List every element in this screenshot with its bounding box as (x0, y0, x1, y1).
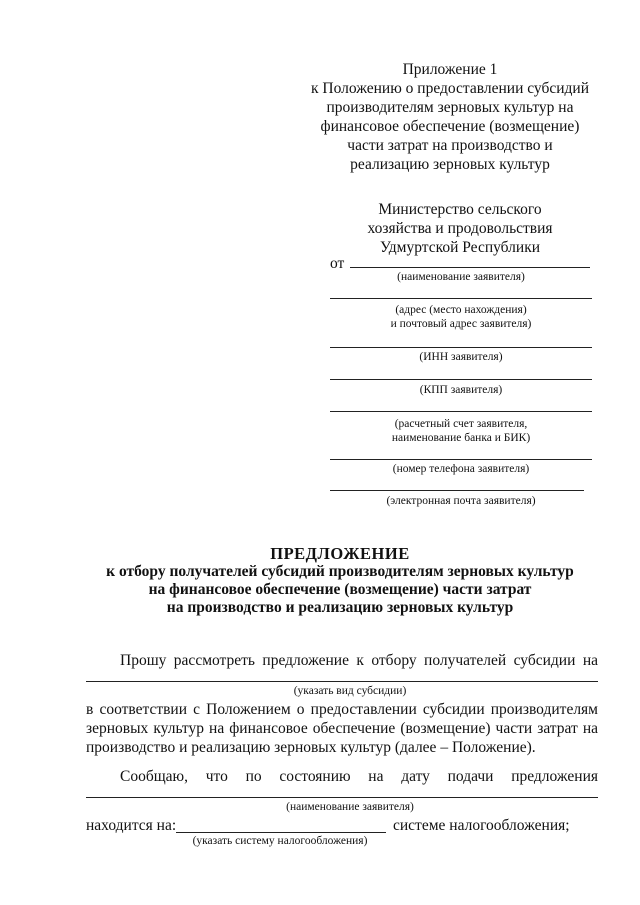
title-line: на финансовое обеспечение (возмещение) части затрат (148, 581, 532, 598)
phone-caption: (номер телефона заявителя) (392, 463, 530, 475)
document-title (60, 545, 620, 617)
address-caption-1: (адрес (место нахождения) (395, 304, 527, 316)
request-paragraph-first-line: Прошу рассмотреть предложение к отбору получателей субсидии на (120, 652, 598, 669)
addressee-block (330, 200, 590, 257)
applicant-name-caption: (наименование заявителя) (397, 271, 525, 283)
account-caption-2: наименование банка и БИК) (391, 432, 531, 444)
applicant-phone-field[interactable] (330, 459, 592, 460)
appendix-header (300, 60, 600, 174)
applicant-account-field[interactable] (330, 411, 592, 412)
applicant-name-field[interactable] (350, 267, 590, 268)
applicant-inn-field[interactable] (330, 347, 592, 348)
kpp-caption: (КПП заявителя) (419, 384, 503, 396)
applicant-address-field[interactable] (330, 298, 592, 299)
account-caption-1: (расчетный счет заявителя, (394, 418, 528, 430)
located-label: находится на: (86, 817, 177, 834)
request-paragraph-line: в соответствии с Положением о предоставлении субсидии производителям (86, 701, 598, 718)
tax-system-caption: (указать систему налогообложения) (192, 835, 368, 847)
appendix-line: реализацию зерновых культур (350, 156, 550, 173)
address-caption-2: и почтовый адрес заявителя) (390, 318, 532, 330)
request-paragraph-line: производство и реализацию зерновых культур (далее – Положение). (86, 739, 536, 756)
subsidy-type-field[interactable] (86, 681, 598, 682)
subsidy-type-caption: (указать вид субсидии) (293, 685, 407, 697)
title-line: к отбору получателей субсидий производителям зерновых культур (106, 563, 574, 580)
applicant-email-field[interactable] (330, 490, 584, 491)
email-caption: (электронная почта заявителя) (386, 495, 536, 507)
tax-system-suffix: системе налогообложения; (393, 817, 570, 834)
report-paragraph-first-line: Сообщаю, что по состоянию на дату подачи предложения (120, 768, 598, 785)
title-main: ПРЕДЛОЖЕНИЕ (270, 544, 410, 563)
appendix-line: производителям зерновых культур на (326, 99, 574, 116)
applicant-kpp-field[interactable] (330, 379, 592, 380)
appendix-line: части затрат на производство и (347, 137, 553, 154)
from-label: от (330, 255, 345, 272)
appendix-line: финансовое обеспечение (возмещение) (320, 118, 580, 135)
request-paragraph-line: зерновых культур на финансовое обеспечение (возмещение) части затрат на (86, 720, 598, 737)
addressee-line: Министерство сельского (378, 201, 542, 218)
tax-system-field[interactable] (176, 832, 386, 833)
addressee-line: хозяйства и продовольствия (367, 220, 553, 237)
addressee-line: Удмуртской Республики (379, 239, 541, 256)
applicant-name-field-2[interactable] (86, 797, 598, 798)
appendix-line: к Положению о предоставлении субсидий (310, 80, 589, 97)
inn-caption: (ИНН заявителя) (419, 351, 503, 363)
applicant-name-caption-2: (наименование заявителя) (286, 801, 414, 813)
appendix-line: Приложение 1 (402, 61, 498, 78)
title-line: на производство и реализацию зерновых культур (166, 599, 514, 616)
